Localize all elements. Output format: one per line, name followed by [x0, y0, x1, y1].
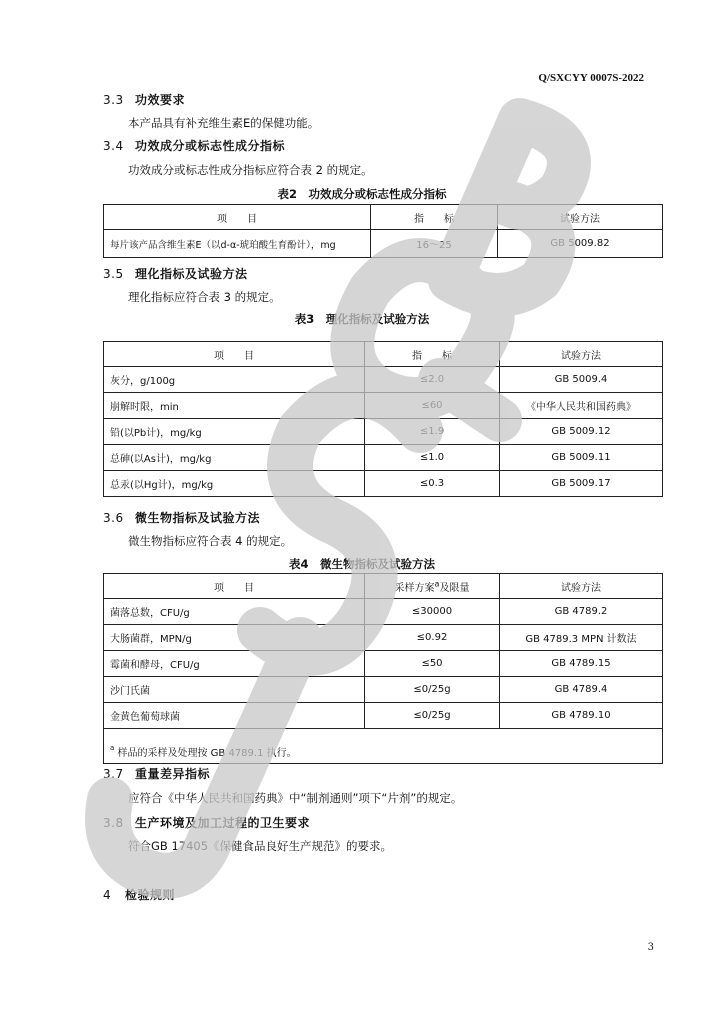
section-3-8-heading: 3.8 生产环境及加工过程的卫生要求 [103, 816, 311, 830]
section-3-6-heading: 3.6 微生物指标及试验方法 [103, 511, 261, 525]
table-2-header-method: 试验方法 [498, 205, 663, 230]
table-4 [103, 573, 663, 764]
section-3-5-heading: 3.5 理化指标及试验方法 [103, 267, 248, 281]
table-row: 霉菌和酵母，CFU/g ≤50 GB 4789.15 [104, 651, 663, 677]
section-3-3-heading: 3.3 功效要求 [103, 93, 186, 107]
table-row: 菌落总数，CFU/g ≤30000 GB 4789.2 [104, 599, 663, 625]
table-2-header-item: 项 目 [104, 205, 371, 230]
table-4-header-item: 项 目 [104, 574, 365, 599]
section-3-8-body: 符合GB 17405《保健食品良好生产规范》的要求。 [128, 839, 393, 853]
section-3-7-body: 应符合《中华人民共和国药典》中“制剂通则”项下“片剂”的规定。 [128, 791, 463, 805]
table-2 [103, 204, 663, 258]
table-2-caption: 表2 功效成分或标志性成分指标 [277, 187, 447, 201]
table-4-header-method: 试验方法 [500, 574, 663, 599]
page-number: 3 [647, 942, 654, 953]
table-3-header-item: 项 目 [104, 342, 365, 367]
table-3-caption: 表3 理化指标及试验方法 [294, 312, 430, 326]
section-3-6-body: 微生物指标应符合表 4 的规定。 [128, 534, 293, 548]
table-row: 沙门氏菌 ≤0/25g GB 4789.4 [104, 677, 663, 703]
table-row: 每片该产品含维生素E（以d-α-琥珀酸生育酚计），mg 16～25 GB 5009.82 [104, 230, 663, 258]
table-3 [103, 341, 663, 497]
table-4-caption: 表4 微生物指标及试验方法 [288, 557, 435, 571]
table-4-note-mark: a [110, 744, 115, 752]
table-row: 总砷(以As计)，mg/kg ≤1.0 GB 5009.11 [104, 445, 663, 471]
table-4-note-row [104, 729, 663, 764]
section-3-5-body: 理化指标应符合表 3 的规定。 [128, 290, 281, 304]
table-row: 总汞(以Hg计)，mg/kg ≤0.3 GB 5009.17 [104, 471, 663, 497]
table-row: 金黄色葡萄球菌 ≤0/25g GB 4789.10 [104, 703, 663, 729]
section-3-4-heading: 3.4 功效成分或标志性成分指标 [103, 139, 286, 153]
table-3-header-method: 试验方法 [500, 342, 663, 367]
section-3-3-body: 本产品具有补充维生素E的保健功能。 [128, 116, 320, 130]
table-row: 大肠菌群，MPN/g ≤0.92 GB 4789.3 MPN 计数法 [104, 625, 663, 651]
table-row: 铅(以Pb计)，mg/kg ≤1.9 GB 5009.12 [104, 419, 663, 445]
section-3-7-heading: 3.7 重量差异指标 [103, 767, 211, 781]
table-2-header-spec: 指 标 [371, 205, 498, 230]
table-3-header-spec: 指 标 [365, 342, 500, 367]
section-3-4-body: 功效成分或标志性成分指标应符合表 2 的规定。 [128, 163, 373, 177]
table-row: 崩解时限，min ≤60 《中华人民共和国药典》 [104, 393, 663, 419]
table-4-note: 样品的采样及处理按 GB 4789.1 执行。 [117, 748, 297, 759]
section-4-heading: 4 检验规则 [103, 888, 176, 902]
table-4-header-sampling: 采样方案$^a$及限量 [365, 574, 500, 599]
table-row: 灰分，g/100g ≤2.0 GB 5009.4 [104, 367, 663, 393]
document-code: Q/SXCYY 0007S-2022 [538, 72, 644, 84]
